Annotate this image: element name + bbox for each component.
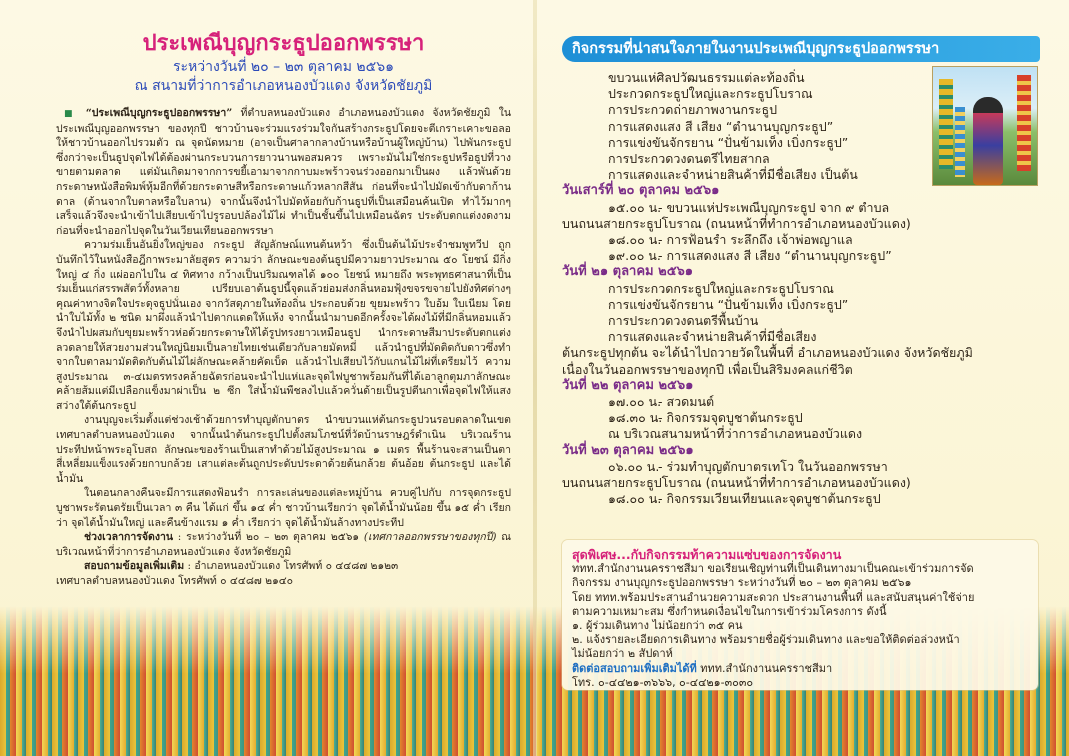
paragraph-3: งานบุญจะเริ่มตั้งแต่ช่วงเช้าด้วยการทำบุญตักบาตร นำขบวนแห่ต้นกระธูปวนรอบตลาดในเขตเทศบาลตำบลหนองบัวแดง จากนั้นนำต้นกระธูปไปตั้งสมโภชน์ที่วัดบ้านราษฎร์ดำเนิน บริเวณร้านประทีปหน้าพระอุโบสถ ลักษณะของร้านเป็นเสาทำด้วยไม้สูงประมาณ ๑ เมตร พื้นร้านจะสานเป็นตาสี่เหลี่ยมแข็งแรงด้วยกาบกล้วย เสาแต่ละต้นถูกประดับประดาด้วยต้นกล้วย ต้นอ้อย ต้นกระธูป และได้น้ำมัน <box>56 414 511 485</box>
schedule-row <box>562 491 1040 507</box>
schedule-text: เนื่องในวันออกพรรษาของทุกปี เพื่อเป็นสิริมงคลแก่ชีวิต <box>562 361 853 377</box>
schedule-time: ๑๘.๓๐ น. <box>608 410 663 426</box>
paragraph-text: ที่ตำบลหนองบัวแดง อำเภอหนองบัวแดง จังหวัดชัยภูมิ ในประเพณีบุญออกพรรษา ของทุกปี ชาวบ้านจะร่วมแรงร่วมใจกันสร้างกระธูปโดยจะตีเกราะเคาะขอลอ ให้ชาวบ้านออกไปรวมตัว ณ จุดนัดหมาย (อาจเป็นศาลากลางบ้านหรือบ้านผู้ใหญ่บ้าน) ไปพันกระธูป ซึ่งกว่าจะเป็นธูปจุดไฟได้ต้องผ่านกระบวนการยาวนานพอสมควร เพราะมันไม่ใช่กระธูปหรือธูปที่วางขายตามตลาด แต่มันเกิดมาจากการขยี้เอามาจากกาบมะพร้าวจนร่วงออกมาเป็นผง แล้วพันด้วยกระดาษหนังสือพิมพ์หุ้มอีกที่ด้วยกระดาษสีหรือกระดาษแก้วหลากสีสัน ก่อนที่จะนำไปมัดเข้ากับดาก้านดาล (ด้านจากใบตาลหรือใบลาน) จากนั้นจึงนำไปมัดห้อยกับก้านธูปที่เป็นเสมือนค้นเปิด ทำไว้มากๆ เสร็จแล้วจึงจะนำเข้าไปเสียบเข้าไปรูรอบปล้องไม้ไผ่ ทำเป็นชั้นขึ้นไปเหมือนฉัตร ประดับตกแต่งงดงาม ก่อนที่จะนำออกไปจุดในวันเวียนเทียนออกพรรษา <box>56 107 511 237</box>
contact-text: ททท.สำนักงานนครราชสีมา <box>696 661 833 675</box>
time-label: ช่วงเวลาการจัดงาน <box>84 531 174 544</box>
activity-item: การแสดงและจำหน่ายสินค้าที่มีชื่อเสียง เป็นต้น <box>608 167 858 183</box>
schedule-time: ๑๕.๐๐ น. <box>608 199 662 215</box>
day-heading: วันเสาร์ที่ ๒๐ ตุลาคม ๒๕๖๑ <box>562 183 720 199</box>
schedule-time: ๑๙.๐๐ น. <box>608 248 661 264</box>
schedule-time: ๐๖.๐๐ น. <box>608 458 660 474</box>
schedule-text: บนถนนสายกระธูปโบราณ (ถนนหน้าที่ทำการอำเภอหนองบัวแดง) <box>562 215 911 231</box>
contact-info <box>56 559 511 574</box>
venue-subtitle: ณ สนามที่ว่าการอำเภอหนองบัวแดง จังหวัดชัยภูมิ <box>134 78 433 94</box>
contact-line <box>572 662 1028 676</box>
special-line: ไม่น้อยกว่า ๒ สัปดาห์ <box>572 647 673 661</box>
activity-item: การแสดงแสง สี เสียง “ตำนานบุญกระธูป” <box>608 118 834 134</box>
info-text-1: : อำเภอหนองบัวแดง โทรศัพท์ ๐ ๔๔๘๗ ๒๑๒๓ <box>184 560 399 573</box>
activity-item: การแข่งขันจักรยาน “ปั่นข้ามเท็ง เบิ่งกระธูป” <box>608 134 849 150</box>
special-line: กิจกรรม งานบุญกระธูปออกพรรษา ระหว่างวันที่ ๒๐ – ๒๓ ตุลาคม ๒๕๖๑ <box>572 576 912 590</box>
activity-item: การประกวดถ่ายภาพงานกระธูป <box>608 102 778 118</box>
contact-label: ติดต่อสอบถามเพิ่มเติมได้ที่ <box>572 661 697 675</box>
schedule-time: ๑๘.๐๐ น. <box>608 232 662 248</box>
paragraph-2: ความร่มเย็นอันยิ่งใหญ่ของ กระธูป สัญลักษณ์แทนต้นหว้า ซึ่งเป็นต้นไม้ประจำชมพูทวีป ถูกบันทึกไว้ในหนังสือฎีกาพระมาลัยสูตร ความว่า ลักษณะของต้นธูปมีความยาวประมาณ ๕๐ โยชน์ มีกิ่งใหญ่ ๔ กิ่ง แผ่ออกไปใน ๔ ทิศทาง กว้างเป็นปริมณฑลได้ ๑๐๐ โยชน์ หมายถึง พระพุทธศาสนาที่เป็นร่มเย็นแก่สรรพสัตว์ทั้งหลาย เปรียบเอาต้นธูปนี้จุดแล้วย่อมส่งกลิ่นหอมฟุ้งขจรขจายไปยังทิศต่างๆ คุณค่าทางจิตใจประดุจธูปนั่นเอง จากวัสดุภายในท้องถิ่น ประกอบด้วย ขุยมะพร้าว ใบอ้ม ใบเนียม โดยนำใบไม้ทั้ง ๒ ชนิด มาผึ่งแล้วนำไปตากแดดให้แห้ง จากนั้นนำมาบดอีกครั้งจะได้ผงไม้ที่มีกลิ่นหอมแล้วจึงนำไปผสมกับขุยมะพร้าวห่อด้วยกระดาษให้ได้รูปทรงยาวเหมือนธูป นำกระดาษสีมาประดับตกแต่งลวดลายให้สวยงามส่วนใหญ่นิยมเป็นลายไทยเช่นเดียวกับลายมัดหมี่ แล้วนำธูปที่มัดติดกับดาวซึ่งทำจากใบตาลมามัดติดกับต้นไม้ไผ่ลักษณะคล้ายคัดเบ็ด แล้วนำไปเสียบไว้กับแกนไม้ไผ่ที่เตรียมไว้ ความสูงประมาณ ๓-๔เมตรทรงคล้ายฉัตรก่อนจะนำไปแห่และจุดไฟบูชาพร้อมกันที่ได้เอาลูกตุมภาลักษณะคล้ายส้มแต่มีเปลือกแข็งมาผ่าเป็น ๒ ซีก ใส่น้ำมันพืชลงไปแล้วควั่นด้ายเป็นรูปตีนกาเพื่อจุดไฟให้แสงสว่างใต้ต้นกระธูป <box>56 239 511 412</box>
schedule-row <box>562 345 1040 361</box>
schedule-row <box>562 200 1040 216</box>
special-line: ๑. ผู้ร่วมเดินทาง ไม่น้อยกว่า ๓๕ คน <box>572 619 743 633</box>
schedule-row <box>562 232 1040 248</box>
schedule-row <box>562 362 1040 378</box>
schedule-row <box>562 329 1040 345</box>
left-column <box>56 30 511 589</box>
schedule-row <box>562 475 1040 491</box>
schedule-row <box>562 459 1040 475</box>
schedule-text: ต้นกระธูปทุกต้น จะได้นำไปถวายวัดในพื้นที่ อำเภอหนองบัวแดง จังหวัดชัยภูมิ <box>562 345 973 361</box>
time-note: (เทศกาลออกพรรษาของทุกปี) <box>363 531 497 544</box>
special-line: ตามความเหมาะสม ซึ่งกำหนดเงื่อนไขในการเข้าร่วมโครงการ ดังนี้ <box>572 604 887 618</box>
schedule-text: - กิจกรรมจุดบูชาต้นกระธูป <box>658 410 803 426</box>
schedule-text: การแสดงและจำหน่ายสินค้าที่มีชื่อเสียง <box>608 329 817 345</box>
schedule-row <box>562 248 1040 264</box>
schedule-time: ๑๗.๐๐ น. <box>608 394 662 410</box>
day-heading: วันที่ ๒๓ ตุลาคม ๒๕๖๑ <box>562 442 694 458</box>
schedule-time: ๑๘.๐๐ น. <box>608 491 662 507</box>
special-lines <box>572 562 1028 661</box>
schedule-row <box>562 410 1040 426</box>
schedule-text: บนถนนสายกระธูปโบราณ (ถนนหน้าที่ทำการอำเภอหนองบัวแดง) <box>562 475 911 491</box>
schedule-text: - การฟ้อนรำ ระลึกถึง เจ้าพ่อพญาแล <box>658 232 853 248</box>
special-line: ๒. แจ้งรายละเอียดการเดินทาง พร้อมรายชื่อผู้ร่วมเดินทาง และขอให้ติดต่อล่วงหน้า <box>572 633 960 647</box>
special-offer-box <box>562 540 1038 690</box>
special-line: ททท.สำนักงานนครราชสีมา ขอเรียนเชิญท่านที่เป็นเดินทางมาเป็นคณะเข้าร่วมการจัด <box>572 562 974 576</box>
activity-item: ประกวดกระธูปใหญ่และกระธูปโบราณ <box>608 86 813 102</box>
paragraph-1 <box>56 106 511 238</box>
schedule-text: - สวดมนต์ <box>658 394 715 410</box>
schedule <box>562 70 1040 507</box>
special-line: โดย ททท.พร้อมประสานอำนวยความสะดวก ประสานงานพื้นที่ และสนับสนุนค่าใช้จ่าย <box>572 590 975 604</box>
schedule-row <box>562 297 1040 313</box>
paragraph-lead: “ประเพณีบุญกระธูปออกพรรษา” <box>85 107 233 119</box>
info-text-2: เทศบาลตำบลหนองบัวแดง โทรศัพท์ ๐ ๔๔๘๗ ๒๑๔๐ <box>56 575 294 587</box>
phone-line: โทร. ๐-๔๔๒๑-๓๖๖๖, ๐-๔๔๒๑-๓๐๓๐ <box>572 675 754 689</box>
info-label: สอบถามข้อมูลเพิ่มเติม <box>84 560 185 573</box>
schedule-text: - ร่วมทำบุญตักบาตรเทโว ในวันออกพรรษา <box>658 458 888 474</box>
day-heading: วันที่ ๒๒ ตุลาคม ๒๕๖๑ <box>562 377 694 393</box>
schedule-text: ณ บริเวณสนามหน้าที่ว่าการอำเภอหนองบัวแดง <box>608 426 863 442</box>
schedule-text: - การแสดงแสง สี เสียง “ตำนานบุญกระธูป” <box>658 248 892 264</box>
schedule-text: - กิจกรรมเวียนเทียนและจุดบูชาต้นกระธูป <box>658 491 881 507</box>
schedule-row <box>562 426 1040 442</box>
special-title: สุดพิเศษ...กับกิจกรรมท้าความแซ่บของการจัดงาน <box>572 547 842 562</box>
article-body <box>56 106 511 589</box>
activity-item: ขบวนแห่ศิลปวัฒนธรรมแต่ละท้องถิ่น <box>608 70 805 85</box>
schedule-row <box>562 313 1040 329</box>
paragraph-4: ในตอนกลางคืนจะมีการแสดงฟ้อนรำ การละเล่นของแต่ละหมู่บ้าน ควบคู่ไปกับ การจุดกระธูปบูชาพระรัตนตรัยเป็นเวลา ๓ คืน ได้แก่ ขึ้น ๑๔ ค่ำ ชาวบ้านเรียกว่า จุดไต้น้ำมันน้อย ขึ้น ๑๕ ค่ำ เรียกว่า จุดไต้น้ำมันใหญ่ และคืนข้างแรม ๑ ค่ำ เรียกว่า จุดไต้น้ำมันล้างทางประทีป <box>56 487 511 529</box>
right-column <box>562 36 1040 507</box>
bullet-icon: ■ <box>64 109 78 119</box>
schedule-row <box>562 281 1040 297</box>
schedule-text: การประกวดวงดนตรีพื้นบ้าน <box>608 313 759 329</box>
schedule-text: การแข่งขันจักรยาน “ปั่นข้ามเท็ง เบิ่งกระธูป” <box>608 296 849 312</box>
schedule-row <box>562 216 1040 232</box>
schedule-text: การประกวดกระธูปใหญ่และกระธูปโบราณ <box>608 280 834 296</box>
activity-item: การประกวดวงดนตรีไทยสากล <box>608 151 770 167</box>
event-time <box>56 530 511 559</box>
page-title: ประเพณีบุญกระธูปออกพรรษา <box>142 31 425 56</box>
schedule-row <box>562 394 1040 410</box>
page-fold <box>533 0 537 756</box>
schedule-text: - ขบวนแห่ประเพณีบุญกระธูป จาก ๙ ตำบล <box>658 199 890 215</box>
activities-header: กิจกรรมที่น่าสนใจภายในงานประเพณีบุญกระธูปออกพรรษา <box>562 36 1040 62</box>
time-place: ณ บริเวณหน้าที่ว่าการอำเภอหนองบัวแดง จังหวัดชัยภูมิ <box>56 531 511 558</box>
date-subtitle: ระหว่างวันที่ ๒๐ – ๒๓ ตุลาคม ๒๕๖๑ <box>172 59 395 75</box>
time-text: : ระหว่างวันที่ ๒๐ – ๒๓ ตุลาคม ๒๕๖๑ <box>173 531 364 544</box>
day-heading: วันที่ ๒๑ ตุลาคม ๒๕๖๑ <box>562 264 694 280</box>
